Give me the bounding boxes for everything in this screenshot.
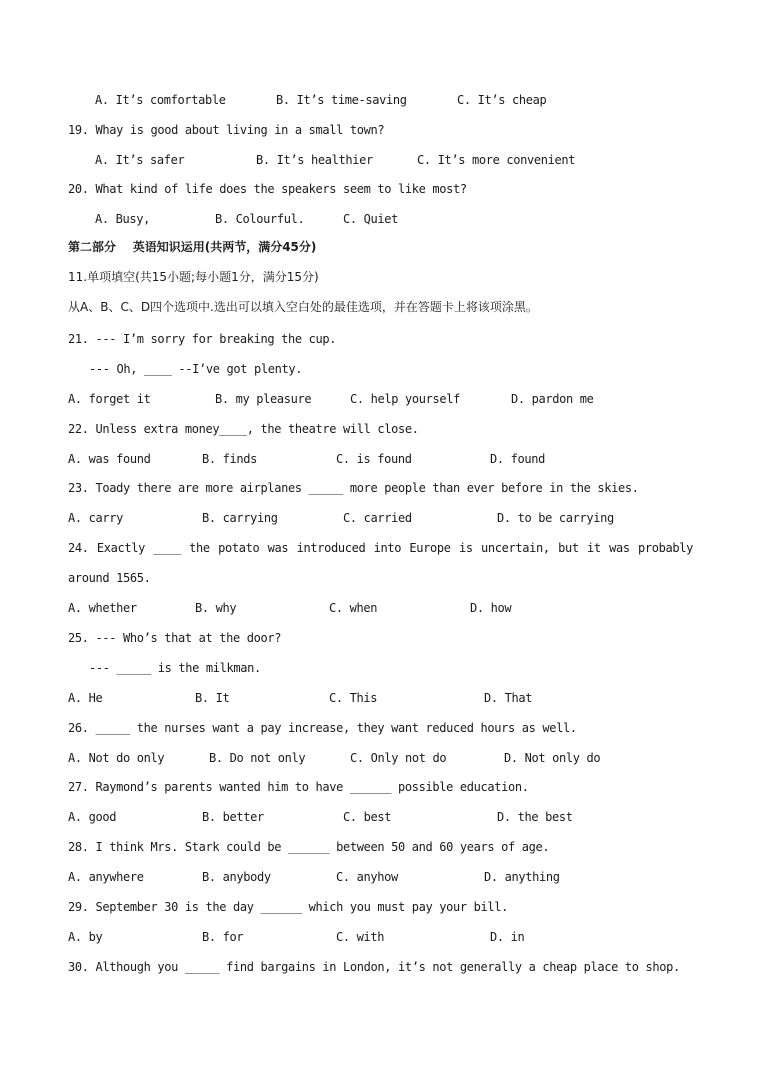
q18-option-b: B. It’s time-saving	[276, 93, 407, 107]
q24-option-a: A. whether	[68, 601, 137, 615]
q26-option-a: A. Not do only	[68, 751, 165, 765]
q19-option-b: B. It’s healthier	[256, 153, 373, 167]
part2-title: 第二部分 英语知识运用(共两节，满分45分)	[68, 240, 317, 254]
q27-option-d: D. the best	[497, 810, 573, 824]
q25-option-b: B. It	[195, 691, 230, 705]
q25-option-a: A. He	[68, 691, 103, 705]
part2-instruction: 从A、B、C、D四个选项中.选出可以填入空白处的最佳选项，并在答题卡上将该项涂黑。	[68, 300, 538, 314]
q19-stem: 19. Whay is good about living in a small town?	[68, 123, 385, 137]
q20-option-a: A. Busy,	[95, 212, 150, 226]
q26-option-d: D. Not only do	[504, 751, 601, 765]
q21-stem-reply: --- Oh, ____ --I’ve got plenty.	[89, 362, 303, 376]
q24-option-c: C. when	[329, 601, 378, 615]
q20-option-c: C. Quiet	[343, 212, 398, 226]
q22-option-a: A. was found	[68, 452, 151, 466]
q19-option-c: C. It’s more convenient	[417, 153, 576, 167]
q22-option-d: D. found	[490, 452, 545, 466]
q25-option-d: D. That	[484, 691, 533, 705]
q28-option-c: C. anyhow	[336, 870, 398, 884]
q21-option-d: D. pardon me	[511, 392, 594, 406]
q18-option-a: A. It’s comfortable	[95, 93, 226, 107]
q25-stem: 25. --- Who’s that at the door?	[68, 631, 282, 645]
part2-section: 11.单项填空(共15小题;每小题1分，满分15分)	[68, 270, 319, 284]
q25-stem-reply: --- _____ is the milkman.	[89, 661, 261, 675]
q23-option-b: B. carrying	[202, 511, 278, 525]
q26-option-c: C. Only not do	[350, 751, 447, 765]
q25-option-c: C. This	[329, 691, 378, 705]
q26-stem: 26. _____ the nurses want a pay increase, they want reduced hours as well.	[68, 721, 577, 735]
q23-option-a: A. carry	[68, 511, 123, 525]
q23-stem: 23. Toady there are more airplanes _____ more people than ever before in the skies.	[68, 481, 639, 495]
q24-option-d: D. how	[470, 601, 512, 615]
q27-option-c: C. best	[343, 810, 392, 824]
q27-option-a: A. good	[68, 810, 117, 824]
q19-option-a: A. It’s safer	[95, 153, 185, 167]
q28-option-d: D. anything	[484, 870, 560, 884]
q20-stem: 20. What kind of life does the speakers seem to like most?	[68, 182, 467, 196]
q29-option-b: B. for	[202, 930, 244, 944]
q20-option-b: B. Colourful.	[215, 212, 305, 226]
q22-stem: 22. Unless extra money____, the theatre will close.	[68, 422, 419, 436]
q21-option-c: C. help yourself	[350, 392, 460, 406]
q18-option-c: C. It’s cheap	[457, 93, 547, 107]
q22-option-c: C. is found	[336, 452, 412, 466]
q29-option-a: A. by	[68, 930, 103, 944]
q21-stem: 21. --- I’m sorry for breaking the cup.	[68, 332, 337, 346]
q23-option-d: D. to be carrying	[497, 511, 614, 525]
q24-stem-continued: around 1565.	[68, 571, 151, 585]
q21-option-a: A. forget it	[68, 392, 151, 406]
q23-option-c: C. carried	[343, 511, 412, 525]
q24-option-b: B. why	[195, 601, 237, 615]
q29-stem: 29. September 30 is the day ______ which you must pay your bill.	[68, 900, 508, 914]
q30-stem: 30. Although you _____ find bargains in London, it’s not generally a cheap place to shop.	[68, 960, 680, 974]
q24-stem: 24. Exactly ____ the potato was introduced into Europe is uncertain, but it was probably	[68, 541, 693, 555]
q22-option-b: B. finds	[202, 452, 257, 466]
q21-option-b: B. my pleasure	[215, 392, 312, 406]
q28-option-a: A. anywhere	[68, 870, 144, 884]
q27-stem: 27. Raymond’s parents wanted him to have ______ possible education.	[68, 780, 529, 794]
q28-stem: 28. I think Mrs. Stark could be ______ between 50 and 60 years of age.	[68, 840, 550, 854]
q26-option-b: B. Do not only	[209, 751, 306, 765]
q29-option-d: D. in	[490, 930, 525, 944]
q28-option-b: B. anybody	[202, 870, 271, 884]
q29-option-c: C. with	[336, 930, 385, 944]
q27-option-b: B. better	[202, 810, 264, 824]
